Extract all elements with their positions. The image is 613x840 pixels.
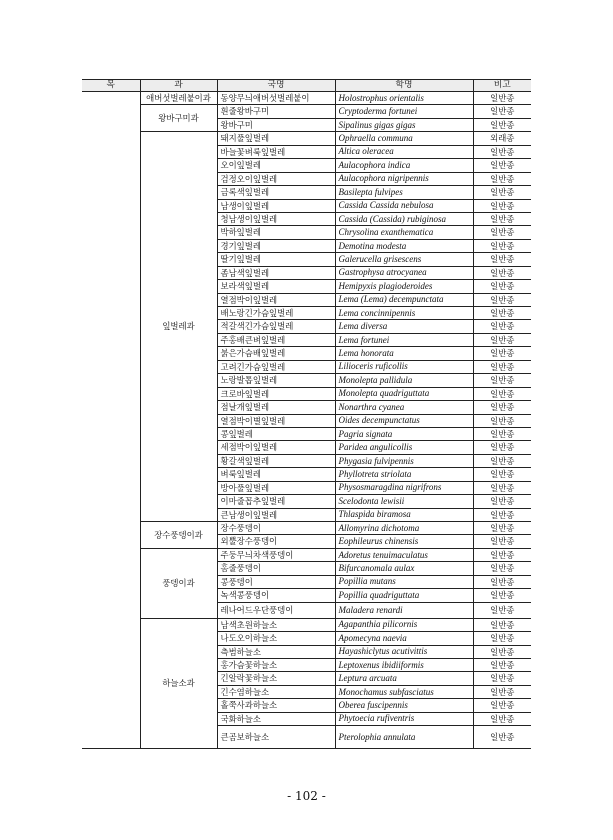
note-cell: 일반종 (473, 427, 531, 440)
note-cell: 일반종 (473, 618, 531, 631)
scientific-name-cell: Apomecyna naevia (335, 632, 473, 645)
korean-name-cell: 나도오이하늘소 (217, 632, 335, 645)
note-cell: 일반종 (473, 522, 531, 535)
note-cell: 일반종 (473, 105, 531, 118)
korean-name-cell: 홀쭉사과하늘소 (217, 699, 335, 712)
scientific-name-cell: Maladera renardi (335, 602, 473, 618)
korean-name-cell: 레나어드우단풍뎅이 (217, 602, 335, 618)
note-cell: 일반종 (473, 92, 531, 105)
header-row (82, 80, 531, 92)
korean-name-cell: 경기잎벌레 (217, 239, 335, 252)
scientific-name-cell: Sipalinus gigas gigas (335, 118, 473, 131)
note-cell: 일반종 (473, 387, 531, 400)
korean-name-cell: 홍가슴꽃하늘소 (217, 658, 335, 671)
note-cell: 일반종 (473, 293, 531, 306)
scientific-name-cell: Altica oleracea (335, 145, 473, 158)
scientific-name-cell: Allomyrina dichotoma (335, 522, 473, 535)
scientific-name-cell: Popillia quadriguttata (335, 589, 473, 602)
korean-name-cell: 적갈색긴가슴잎벌레 (217, 320, 335, 333)
korean-name-cell: 벼룩잎벌레 (217, 468, 335, 481)
korean-name-cell: 돼지풀잎벌레 (217, 132, 335, 145)
scientific-name-cell: Cassida (Cassida) rubiginosa (335, 212, 473, 225)
scientific-name-cell: Gastrophysa atrocyanea (335, 266, 473, 279)
note-cell: 일반종 (473, 320, 531, 333)
header-scientific-name: 학명 (335, 80, 473, 92)
scientific-name-cell: Paridea angulicollis (335, 441, 473, 454)
korean-name-cell: 열점박이잎벌레 (217, 293, 335, 306)
note-cell: 일반종 (473, 414, 531, 427)
scientific-name-cell: Leptura arcuata (335, 672, 473, 685)
korean-name-cell: 점날개잎벌레 (217, 401, 335, 414)
korean-name-cell: 콩잎벌레 (217, 427, 335, 440)
note-cell: 일반종 (473, 562, 531, 575)
note-cell: 일반종 (473, 266, 531, 279)
note-cell: 일반종 (473, 186, 531, 199)
family-cell: 장수풍뎅이과 (140, 522, 217, 549)
korean-name-cell: 오이잎벌레 (217, 159, 335, 172)
scientific-name-cell: Nonarthra cyanea (335, 401, 473, 414)
korean-name-cell: 붉은가슴배잎벌레 (217, 347, 335, 360)
korean-name-cell: 배노랑긴가슴잎벌레 (217, 307, 335, 320)
korean-name-cell: 고려긴가슴잎벌레 (217, 360, 335, 373)
scientific-name-cell: Lilioceris ruficollis (335, 360, 473, 373)
table-row (82, 618, 531, 631)
korean-name-cell: 보라색잎벌레 (217, 280, 335, 293)
table-body (82, 92, 531, 749)
korean-name-cell: 세점박이잎벌레 (217, 441, 335, 454)
korean-name-cell: 긴수염하늘소 (217, 685, 335, 698)
note-cell: 일반종 (473, 672, 531, 685)
scientific-name-cell: Phyllotreta striolata (335, 468, 473, 481)
korean-name-cell: 주홍배큰벼잎벌레 (217, 333, 335, 346)
scientific-name-cell: Lema honorata (335, 347, 473, 360)
note-cell: 일반종 (473, 118, 531, 131)
korean-name-cell: 바늘꽃벼룩잎벌레 (217, 145, 335, 158)
note-cell: 일반종 (473, 495, 531, 508)
korean-name-cell: 녹색콩풍뎅이 (217, 589, 335, 602)
note-cell: 일반종 (473, 239, 531, 252)
korean-name-cell: 주둥무늬차색풍뎅이 (217, 548, 335, 561)
korean-name-cell: 큰곰보하늘소 (217, 726, 335, 749)
scientific-name-cell: Cassida Cassida nebulosa (335, 199, 473, 212)
family-cell: 하늘소과 (140, 618, 217, 749)
note-cell: 일반종 (473, 441, 531, 454)
scientific-name-cell: Phytoecia rufiventris (335, 712, 473, 725)
scientific-name-cell: Agapanthia pilicornis (335, 618, 473, 631)
scientific-name-cell: Galerucella grisescens (335, 253, 473, 266)
note-cell: 일반종 (473, 658, 531, 671)
scientific-name-cell: Phygasia fulvipennis (335, 454, 473, 467)
scientific-name-cell: Aulacophora nigripennis (335, 172, 473, 185)
korean-name-cell: 검정오이잎벌레 (217, 172, 335, 185)
korean-name-cell: 남색초원하늘소 (217, 618, 335, 631)
scientific-name-cell: Pagria signata (335, 427, 473, 440)
page-number: - 102 - (287, 789, 326, 803)
table-row (82, 132, 531, 145)
scientific-name-cell: Hayashiclytus acutivittis (335, 645, 473, 658)
korean-name-cell: 왕바구미 (217, 118, 335, 131)
family-cell: 잎벌레과 (140, 132, 217, 522)
scientific-name-cell: Eophileurus chinensis (335, 535, 473, 548)
scientific-name-cell: Lema fortunei (335, 333, 473, 346)
scientific-name-cell: Aulacophora indica (335, 159, 473, 172)
family-cell: 애버섯벌레붙이과 (140, 92, 217, 105)
scientific-name-cell: Holostrophus orientalis (335, 92, 473, 105)
scientific-name-cell: Cryptoderma fortunei (335, 105, 473, 118)
korean-name-cell: 외뿔장수풍뎅이 (217, 535, 335, 548)
note-cell: 일반종 (473, 374, 531, 387)
korean-name-cell: 측범하늘소 (217, 645, 335, 658)
note-cell: 일반종 (473, 645, 531, 658)
table-row (82, 548, 531, 561)
korean-name-cell: 좀남색잎벌레 (217, 266, 335, 279)
scientific-name-cell: Pterolophia annulata (335, 726, 473, 749)
table-row (82, 105, 531, 118)
scientific-name-cell: Thlaspida biramosa (335, 508, 473, 521)
species-table-container (82, 79, 531, 749)
note-cell: 일반종 (473, 481, 531, 494)
note-cell: 일반종 (473, 548, 531, 561)
note-cell: 일반종 (473, 454, 531, 467)
order-cell (82, 92, 140, 749)
note-cell: 일반종 (473, 159, 531, 172)
note-cell: 일반종 (473, 468, 531, 481)
korean-name-cell: 열점박이별잎벌레 (217, 414, 335, 427)
note-cell: 일반종 (473, 360, 531, 373)
note-cell: 일반종 (473, 347, 531, 360)
scientific-name-cell: Lema diversa (335, 320, 473, 333)
note-cell: 일반종 (473, 726, 531, 749)
korean-name-cell: 국화하늘소 (217, 712, 335, 725)
scientific-name-cell: Oberea fuscipennis (335, 699, 473, 712)
note-cell: 일반종 (473, 602, 531, 618)
scientific-name-cell: Ophraella communa (335, 132, 473, 145)
scientific-name-cell: Leptoxenus ibidiiformis (335, 658, 473, 671)
note-cell: 일반종 (473, 401, 531, 414)
scientific-name-cell: Scelodonta lewisii (335, 495, 473, 508)
scientific-name-cell: Monolepta quadriguttata (335, 387, 473, 400)
note-cell: 일반종 (473, 226, 531, 239)
korean-name-cell: 긴알락꽃하늘소 (217, 672, 335, 685)
scientific-name-cell: Bifurcanomala aulax (335, 562, 473, 575)
note-cell: 일반종 (473, 535, 531, 548)
korean-name-cell: 노랑발톱잎벌레 (217, 374, 335, 387)
note-cell: 일반종 (473, 253, 531, 266)
family-cell: 풍뎅이과 (140, 548, 217, 618)
korean-name-cell: 흰줄왕바구미 (217, 105, 335, 118)
note-cell: 일반종 (473, 508, 531, 521)
note-cell: 일반종 (473, 712, 531, 725)
note-cell: 일반종 (473, 333, 531, 346)
note-cell: 일반종 (473, 632, 531, 645)
scientific-name-cell: Monolepta pallidula (335, 374, 473, 387)
family-cell: 왕바구미과 (140, 105, 217, 132)
korean-name-cell: 크로바잎벌레 (217, 387, 335, 400)
korean-name-cell: 동양무늬애버섯벌레붙이 (217, 92, 335, 105)
note-cell: 일반종 (473, 685, 531, 698)
header-note: 비고 (473, 80, 531, 92)
scientific-name-cell: Popillia mutans (335, 575, 473, 588)
table-row (82, 522, 531, 535)
note-cell: 일반종 (473, 280, 531, 293)
korean-name-cell: 큰남생이잎벌레 (217, 508, 335, 521)
scientific-name-cell: Lema (Lema) decempunctata (335, 293, 473, 306)
scientific-name-cell: Adoretus tenuimaculatus (335, 548, 473, 561)
note-cell: 일반종 (473, 699, 531, 712)
scientific-name-cell: Chrysolina exanthematica (335, 226, 473, 239)
scientific-name-cell: Hemipyxis plagioderoides (335, 280, 473, 293)
note-cell: 일반종 (473, 212, 531, 225)
scientific-name-cell: Oides decempunctatus (335, 414, 473, 427)
scientific-name-cell: Lema concinnipennis (335, 307, 473, 320)
note-cell: 일반종 (473, 575, 531, 588)
scientific-name-cell: Monochamus subfasciatus (335, 685, 473, 698)
header-korean-name: 국명 (217, 80, 335, 92)
korean-name-cell: 청남생이잎벌레 (217, 212, 335, 225)
korean-name-cell: 이마줄꼽추잎벌레 (217, 495, 335, 508)
note-cell: 일반종 (473, 199, 531, 212)
note-cell: 일반종 (473, 589, 531, 602)
table-row (82, 92, 531, 105)
note-cell: 일반종 (473, 172, 531, 185)
korean-name-cell: 박하잎벌레 (217, 226, 335, 239)
korean-name-cell: 장수풍뎅이 (217, 522, 335, 535)
korean-name-cell: 금록색잎벌레 (217, 186, 335, 199)
species-table (82, 79, 531, 749)
korean-name-cell: 딸기잎벌레 (217, 253, 335, 266)
korean-name-cell: 방아풀잎벌레 (217, 481, 335, 494)
scientific-name-cell: Basilepta fulvipes (335, 186, 473, 199)
korean-name-cell: 남생이잎벌레 (217, 199, 335, 212)
korean-name-cell: 홈줄풍뎅이 (217, 562, 335, 575)
note-cell: 일반종 (473, 307, 531, 320)
header-family: 과 (140, 80, 217, 92)
note-cell: 외래종 (473, 132, 531, 145)
korean-name-cell: 황갈색잎벌레 (217, 454, 335, 467)
scientific-name-cell: Demotina modesta (335, 239, 473, 252)
korean-name-cell: 콩풍뎅이 (217, 575, 335, 588)
scientific-name-cell: Physosmaragdina nigrifrons (335, 481, 473, 494)
note-cell: 일반종 (473, 145, 531, 158)
header-order: 목 (82, 80, 140, 92)
